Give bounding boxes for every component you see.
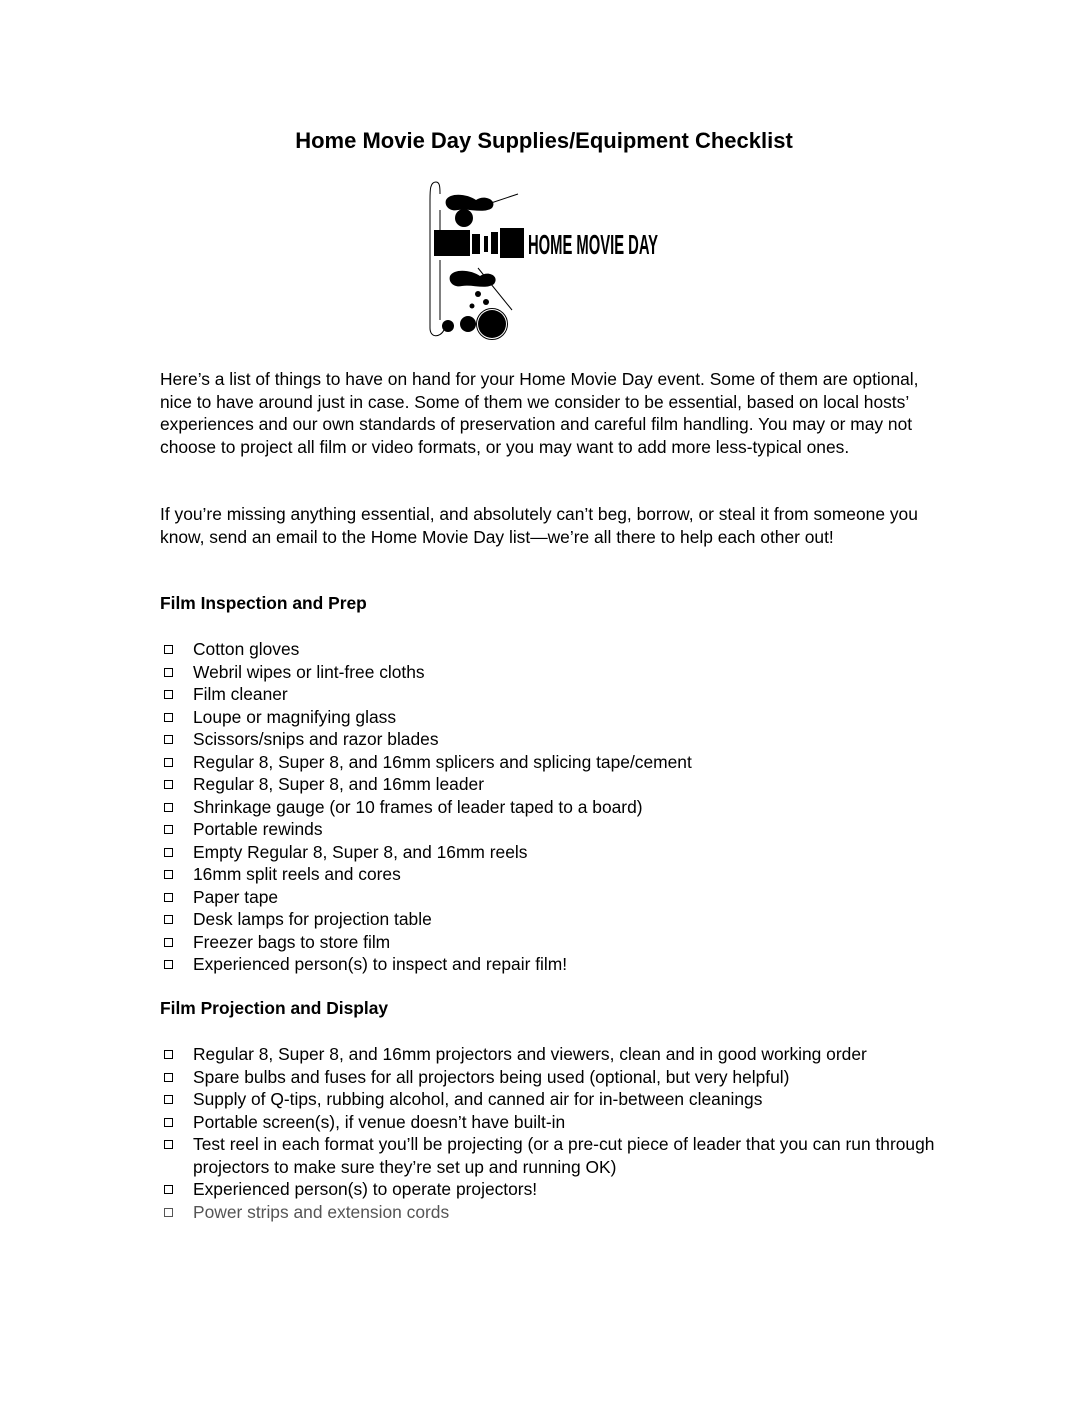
checkbox-icon[interactable] — [164, 825, 173, 834]
checklist-item-label: Desk lamps for projection table — [193, 909, 432, 929]
checklist-item[interactable] — [160, 1043, 940, 1066]
checklist-item-label: Spare bulbs and fuses for all projectors being used (optional, but very helpful) — [193, 1066, 790, 1087]
checklist-item-label: Loupe or magnifying glass — [193, 706, 397, 727]
checklist-item[interactable] — [160, 773, 940, 796]
checklist-item[interactable] — [160, 953, 940, 976]
intro-paragraph: If you’re missing anything essential, and absolutely can’t beg, borrow, or steal it from someone you know, send an email to the Home Movie Day list—we’re all there to help each other out! — [160, 504, 918, 547]
checkbox-icon[interactable] — [164, 960, 173, 969]
checklist-item-label: Cotton gloves — [193, 639, 300, 659]
checklist-item-label: Portable screen(s), if venue doesn’t have built-in — [193, 1111, 566, 1132]
checklist-item[interactable] — [160, 818, 940, 841]
checklist-item-label: Paper tape — [193, 886, 279, 907]
checklist-item-label: 16mm split reels and cores — [193, 864, 401, 884]
checkbox-icon[interactable] — [164, 915, 173, 924]
checklist-item-label: Webril wipes or lint-free cloths — [193, 661, 425, 682]
logo-wordmark: HOME MOVIE DAY — [528, 229, 659, 260]
checkbox-icon[interactable] — [164, 758, 173, 767]
checklist-item[interactable] — [160, 1066, 940, 1089]
home-movie-day-logo — [428, 180, 668, 340]
checklist-item[interactable] — [160, 886, 940, 909]
checklist-item-label: Power strips and extension cords — [193, 1201, 450, 1222]
intro-paragraph: Here’s a list of things to have on hand for your Home Movie Day event. Some of them are optional, nice to have around just in case. Some of them we consider to be essential, based on local hosts’ experiences and our own standards of preservation and careful film handling. You may or may not choose to project all film or video formats, or you may want to add more less-typical ones. — [160, 369, 919, 457]
checkbox-icon[interactable] — [164, 1118, 173, 1127]
checklist-item-label: Experienced person(s) to operate projectors! — [193, 1179, 538, 1199]
checklist-film-inspection — [160, 638, 940, 976]
checkbox-icon[interactable] — [164, 938, 173, 947]
checklist-item-label: Shrinkage gauge (or 10 frames of leader taped to a board) — [193, 796, 643, 817]
section-heading-film-inspection: Film Inspection and Prep — [160, 593, 367, 613]
checklist-item-label: Test reel in each format you’ll be projecting (or a pre-cut piece of leader that you can run through projectors to make sure they’re set up and running OK) — [193, 1134, 935, 1177]
checklist-item[interactable] — [160, 1178, 940, 1201]
checklist-item-label: Experienced person(s) to inspect and repair film! — [193, 954, 568, 974]
checklist-item[interactable] — [160, 1088, 940, 1111]
checklist-item[interactable] — [160, 908, 940, 931]
checklist-item[interactable] — [160, 931, 940, 954]
checkbox-icon[interactable] — [164, 893, 173, 902]
checklist-item[interactable] — [160, 728, 940, 751]
checkbox-icon[interactable] — [164, 735, 173, 744]
checklist-film-projection — [160, 1043, 940, 1223]
checkbox-icon[interactable] — [164, 1140, 173, 1149]
checkbox-icon[interactable] — [164, 645, 173, 654]
checkbox-icon[interactable] — [164, 848, 173, 857]
checkbox-icon[interactable] — [164, 1208, 173, 1217]
checklist-item-label: Empty Regular 8, Super 8, and 16mm reels — [193, 841, 528, 862]
checkbox-icon[interactable] — [164, 1073, 173, 1082]
checklist-item[interactable] — [160, 1111, 940, 1134]
section-heading-film-projection: Film Projection and Display — [160, 998, 389, 1018]
checklist-item-label: Scissors/snips and razor blades — [193, 729, 439, 749]
checklist-item-label: Regular 8, Super 8, and 16mm projectors and viewers, clean and in good working order — [193, 1044, 867, 1064]
checklist-item[interactable] — [160, 661, 940, 684]
checklist-item-label: Freezer bags to store film — [193, 931, 391, 952]
checklist-item[interactable] — [160, 841, 940, 864]
checklist-item[interactable] — [160, 638, 940, 661]
checklist-item-label: Regular 8, Super 8, and 16mm splicers and splicing tape/cement — [193, 751, 692, 772]
checklist-item[interactable] — [160, 751, 940, 774]
checklist-item[interactable] — [160, 796, 940, 819]
checklist-item[interactable] — [160, 683, 940, 706]
checklist-item[interactable] — [160, 1201, 940, 1224]
page-title: Home Movie Day Supplies/Equipment Checklist — [295, 128, 793, 153]
checkbox-icon[interactable] — [164, 1185, 173, 1194]
checkbox-icon[interactable] — [164, 780, 173, 789]
checklist-item[interactable] — [160, 863, 940, 886]
checklist-item-label: Supply of Q-tips, rubbing alcohol, and canned air for in-between cleanings — [193, 1089, 763, 1109]
checkbox-icon[interactable] — [164, 870, 173, 879]
checkbox-icon[interactable] — [164, 713, 173, 722]
checkbox-icon[interactable] — [164, 803, 173, 812]
checkbox-icon[interactable] — [164, 690, 173, 699]
checklist-item[interactable] — [160, 706, 940, 729]
checklist-item-label: Film cleaner — [193, 684, 288, 704]
checklist-item-label: Regular 8, Super 8, and 16mm leader — [193, 774, 484, 794]
checkbox-icon[interactable] — [164, 668, 173, 677]
checkbox-icon[interactable] — [164, 1050, 173, 1059]
checklist-item[interactable] — [160, 1133, 940, 1178]
checklist-item-label: Portable rewinds — [193, 819, 323, 839]
checkbox-icon[interactable] — [164, 1095, 173, 1104]
